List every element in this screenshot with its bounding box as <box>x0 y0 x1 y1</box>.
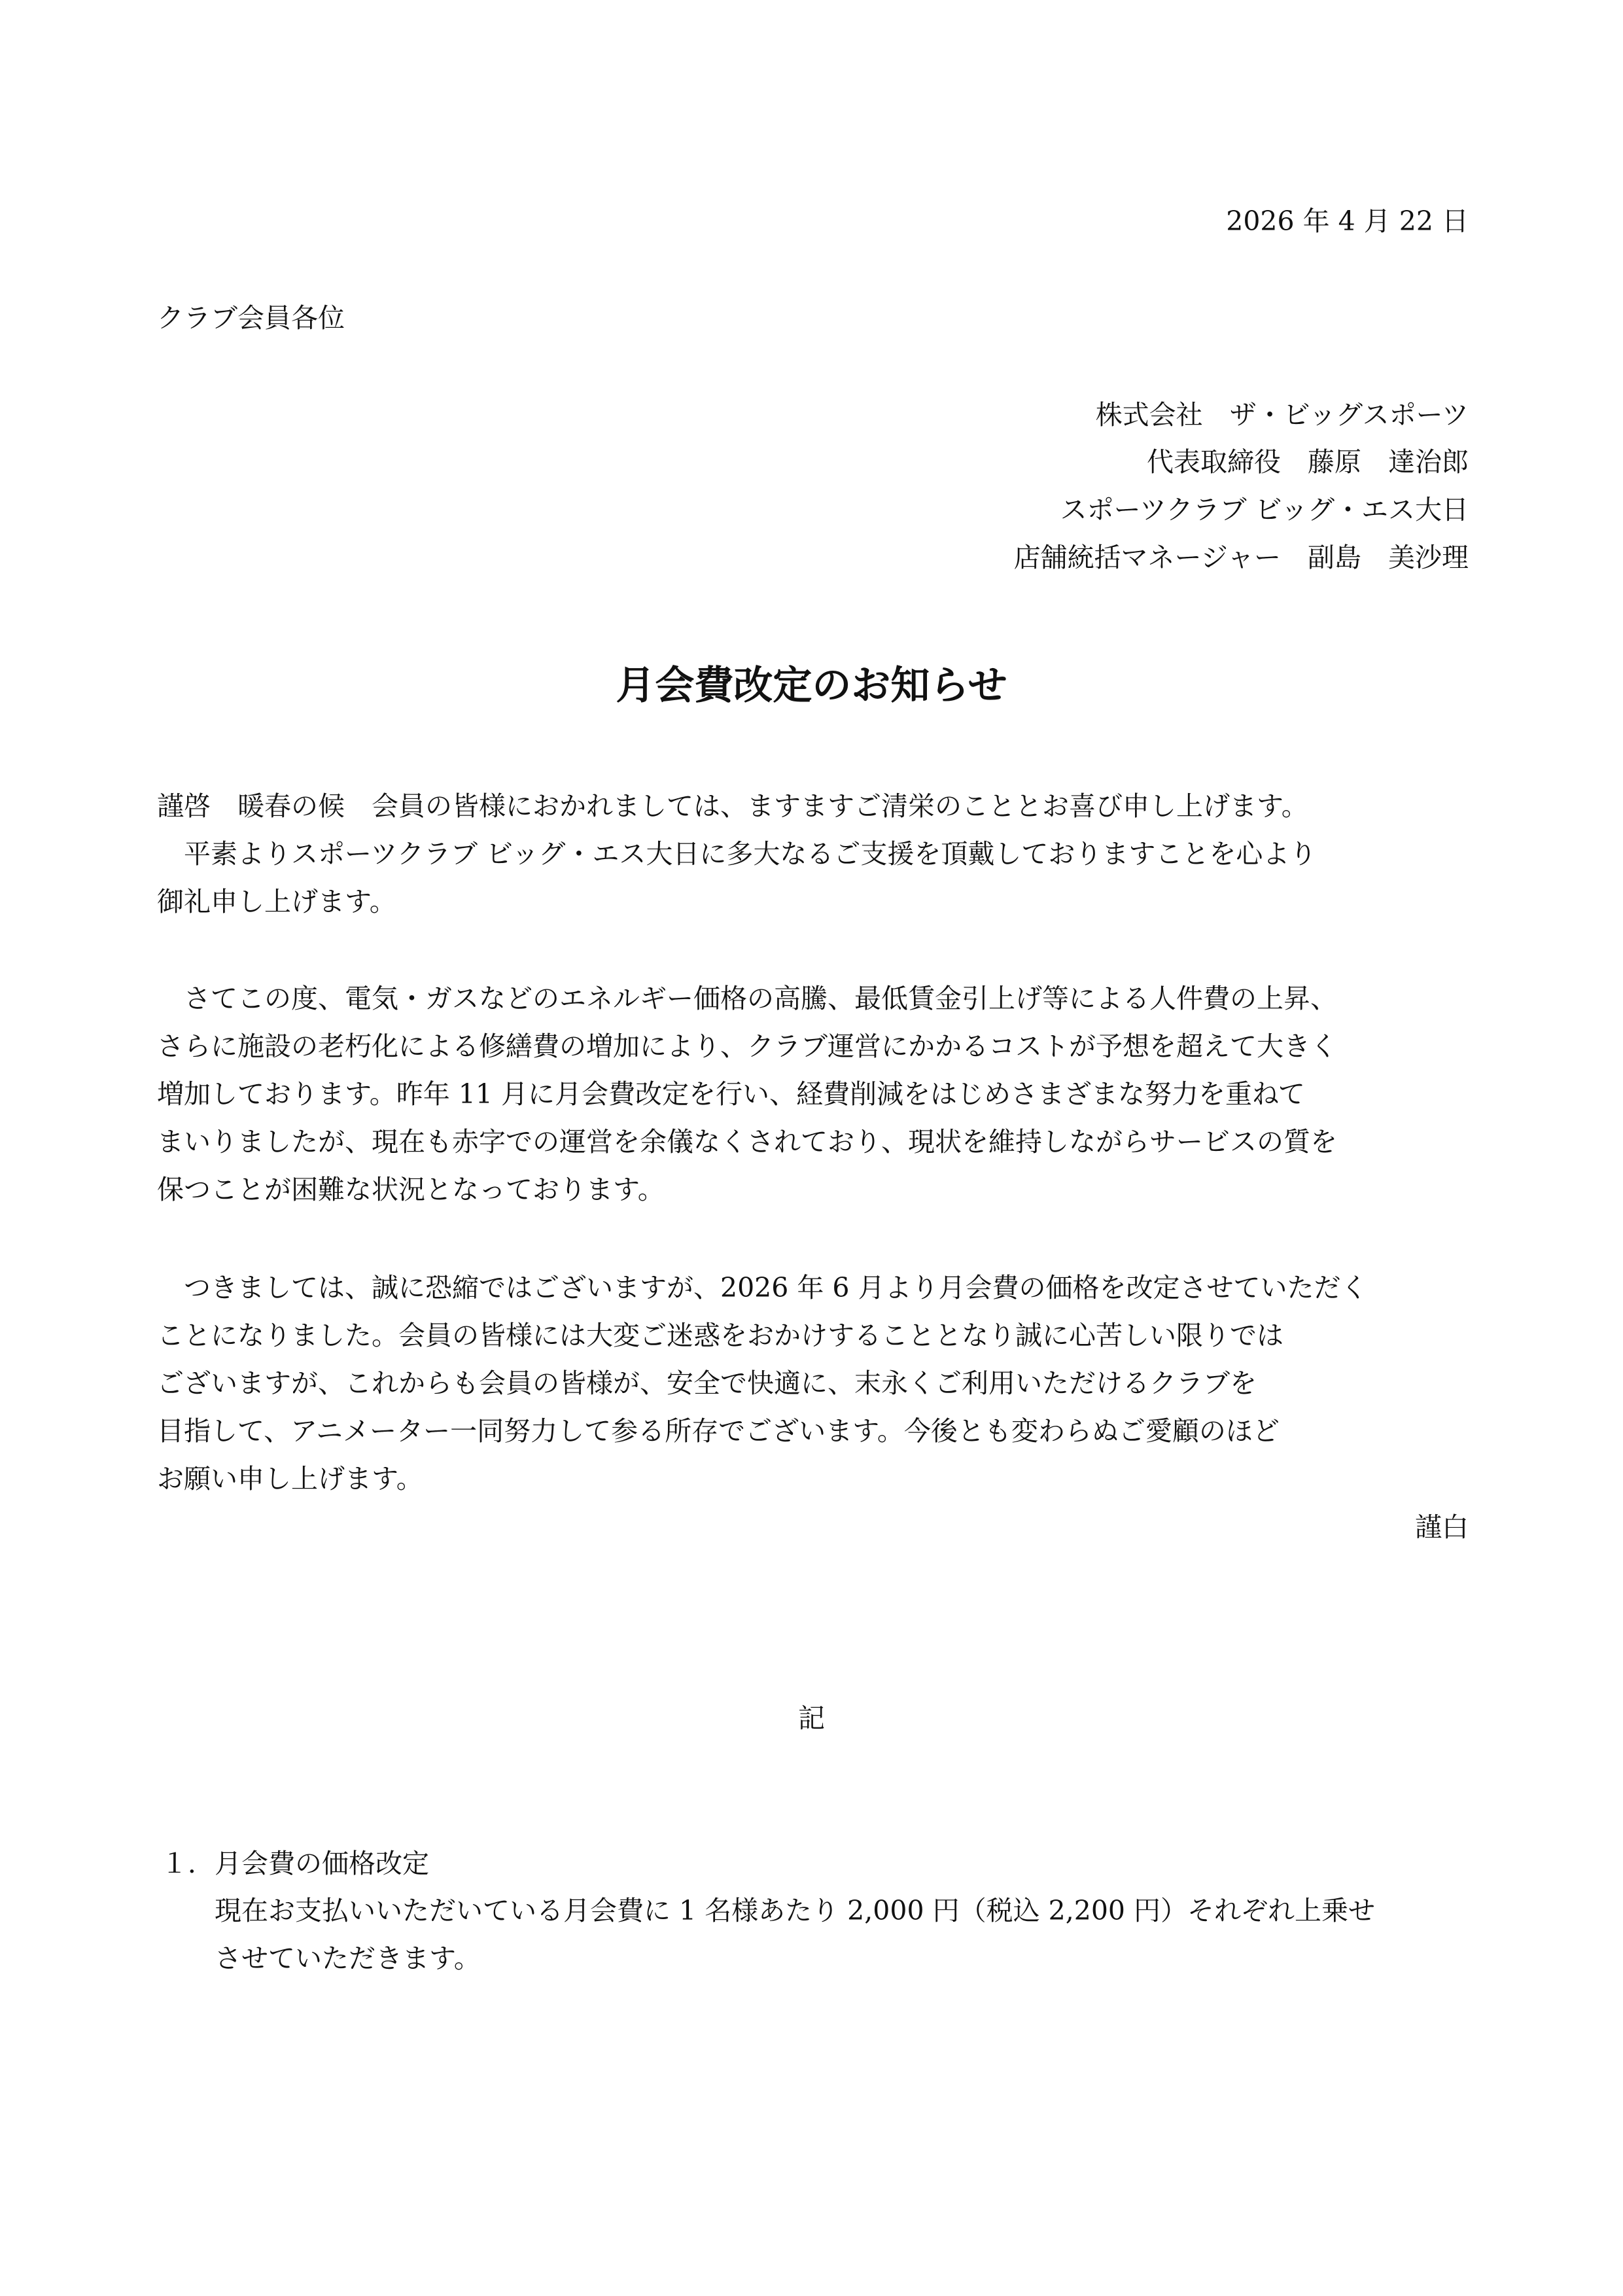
paragraph-line: お願い申し上げます。 <box>157 1463 423 1494</box>
sender-company: 株式会社 ザ・ビッグスポーツ <box>1095 399 1469 431</box>
paragraph-line: つきましては、誠に恐縮ではございますが、2026 年 6 月より月会費の価格を改定させていただく <box>157 1272 1368 1303</box>
paragraph-line: まいりましたが、現在も赤字での運営を余儀なくされており、現状を維持しながらサービスの質を <box>157 1126 1337 1157</box>
sender-manager: 店舗統括マネージャー 副島 美沙理 <box>1013 542 1469 573</box>
paragraph-line: 目指して、アニメーター一同努力して参る所存でございます。今後とも変わらぬご愛顧のほど <box>157 1415 1280 1447</box>
paragraph-line: 御礼申し上げます。 <box>157 886 396 917</box>
paragraph-line: 平素よりスポーツクラブ ビッグ・エス大日に多大なるご支援を頂戴しておりますことを心より <box>157 838 1317 870</box>
item-body-line: 現在お支払いいただいている月会費に 1 名様あたり 2,000 円（税込 2,200 円）それぞれ上乗せ <box>215 1895 1376 1926</box>
letter-date: 2026 年 4 月 22 日 <box>1226 205 1469 237</box>
page-title: 月会費改定のお知らせ <box>616 663 1007 709</box>
paragraph-line: ことになりました。会員の皆様には大変ご迷惑をおかけすることとなり誠に心苦しい限りでは <box>157 1320 1283 1351</box>
paragraph-line: 謹啓 暖春の候 会員の皆様におかれましては、ますますご清栄のこととお喜び申し上げます。 <box>157 790 1308 822</box>
paragraph-line: さらに施設の老朽化による修繕費の増加により、クラブ運営にかかるコストが予想を超えて大きく <box>157 1031 1337 1062</box>
item-title: １．月会費の価格改定 <box>161 1848 429 1879</box>
paragraph-line: 増加しております。昨年 11 月に月会費改定を行い、経費削減をはじめさまざまな努力を重ねて <box>157 1078 1305 1110</box>
paragraph-line: ございますが、これからも会員の皆様が、安全で快適に、末永くご利用いただけるクラブを <box>157 1368 1257 1399</box>
sender-representative: 代表取締役 藤原 達治郎 <box>1147 446 1469 478</box>
paragraph-line: さてこの度、電気・ガスなどのエネルギー価格の高騰、最低賃金引上げ等による人件費の上昇、 <box>157 983 1337 1014</box>
addressee: クラブ会員各位 <box>157 302 345 334</box>
item-body-line: させていただきます。 <box>215 1943 481 1974</box>
paragraph-line: 保つことが困難な状況となっております。 <box>157 1174 665 1205</box>
sender-club: スポーツクラブ ビッグ・エス大日 <box>1060 494 1469 525</box>
closing-word: 謹白 <box>1415 1511 1469 1543</box>
ki-heading: 記 <box>798 1703 825 1734</box>
